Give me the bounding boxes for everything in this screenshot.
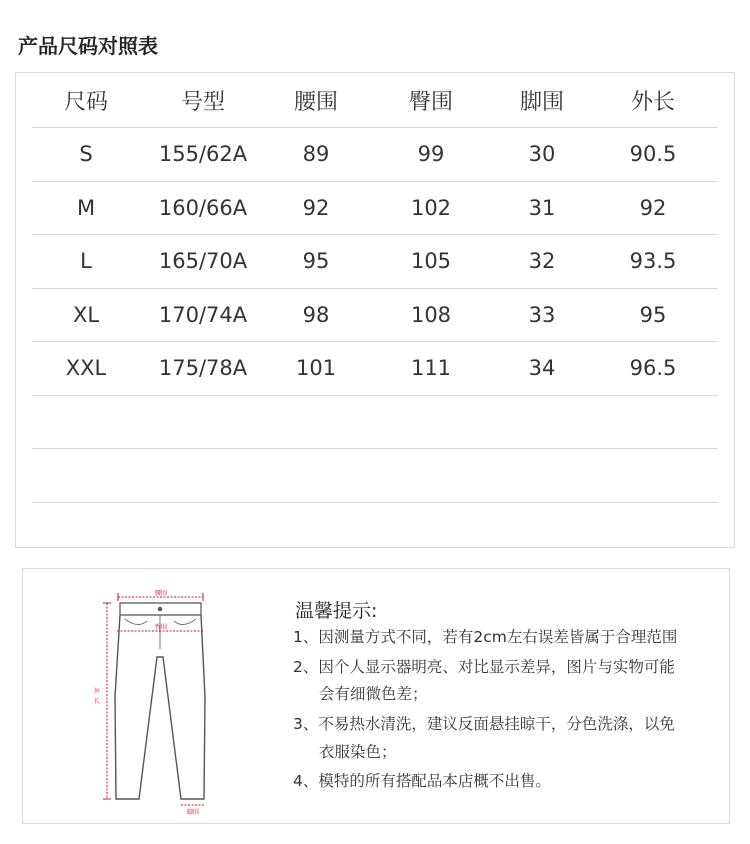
cell-length: 95: [639, 302, 667, 327]
header-waist: 腰围: [293, 89, 338, 115]
table-row: [32, 289, 718, 343]
empty-table-row: [32, 503, 718, 557]
cell-hem: 34: [528, 356, 556, 381]
table-row: [32, 235, 718, 289]
cell-waist: 98: [302, 302, 330, 327]
hem-label: 脚围: [186, 809, 200, 816]
cell-hip: 105: [410, 249, 452, 274]
empty-table-row: [32, 449, 718, 503]
tip-line: 4、模特的所有搭配品本店概不出售。: [293, 772, 551, 790]
length-label-1: 外: [93, 688, 101, 695]
cell-hem: 31: [528, 195, 556, 220]
cell-size: XXL: [65, 356, 107, 381]
pants-measurement-diagram: [83, 577, 243, 817]
tips-panel: [22, 568, 730, 824]
cell-model: 160/66A: [158, 195, 248, 220]
left-pocket: [125, 619, 147, 625]
header-size: 尺码: [63, 89, 108, 115]
cell-length: 96.5: [629, 356, 677, 381]
header-hem: 脚围: [519, 89, 564, 115]
cell-model: 155/62A: [158, 142, 248, 167]
header-model: 号型: [180, 89, 225, 115]
cell-size: S: [79, 142, 93, 167]
tip-line: 2、因个人显示器明亮、对比显示差异，图片与实物可能: [293, 658, 675, 676]
header-length: 外长: [630, 89, 675, 115]
table-header-row: [32, 73, 718, 128]
cell-hem: 32: [528, 249, 556, 274]
length-label-2: 长: [93, 698, 101, 705]
size-table-grid: [32, 73, 718, 556]
cell-size: M: [76, 195, 96, 220]
tips-title: 温馨提示:: [295, 600, 378, 622]
tip-line: 会有细微色差；: [319, 685, 428, 703]
right-pocket: [174, 619, 196, 625]
hip-label: 臀围: [154, 624, 168, 631]
waist-label: 腰围: [154, 590, 168, 597]
cell-length: 90.5: [629, 142, 677, 167]
cell-length: 93.5: [629, 249, 677, 274]
empty-table-row: [32, 396, 718, 450]
button: [158, 607, 162, 611]
cell-hip: 102: [410, 195, 452, 220]
cell-waist: 101: [295, 356, 337, 381]
table-row: [32, 342, 718, 396]
header-hip: 臀围: [408, 89, 453, 115]
cell-hem: 33: [528, 302, 556, 327]
cell-size: XL: [72, 302, 100, 327]
cell-model: 165/70A: [158, 249, 248, 274]
cell-hip: 99: [417, 142, 445, 167]
cell-model: 175/78A: [158, 356, 248, 381]
table-row: [32, 182, 718, 236]
tip-line: 衣服染色；: [319, 743, 397, 761]
cell-hip: 111: [410, 356, 452, 381]
size-chart-table: [15, 72, 735, 548]
tip-line: 3、不易热水清洗，建议反面悬挂晾干，分色洗涤，以免: [293, 715, 675, 733]
tip-line: 1、因测量方式不同，若有2cm左右误差皆属于合理范围: [293, 628, 678, 646]
page-title: 产品尺码对照表: [18, 34, 158, 58]
cell-waist: 89: [302, 142, 330, 167]
cell-waist: 95: [302, 249, 330, 274]
cell-waist: 92: [302, 195, 330, 220]
cell-model: 170/74A: [158, 302, 248, 327]
cell-size: L: [80, 249, 92, 274]
cell-hem: 30: [528, 142, 556, 167]
cell-hip: 108: [410, 302, 452, 327]
table-row: [32, 128, 718, 182]
cell-length: 92: [639, 195, 667, 220]
